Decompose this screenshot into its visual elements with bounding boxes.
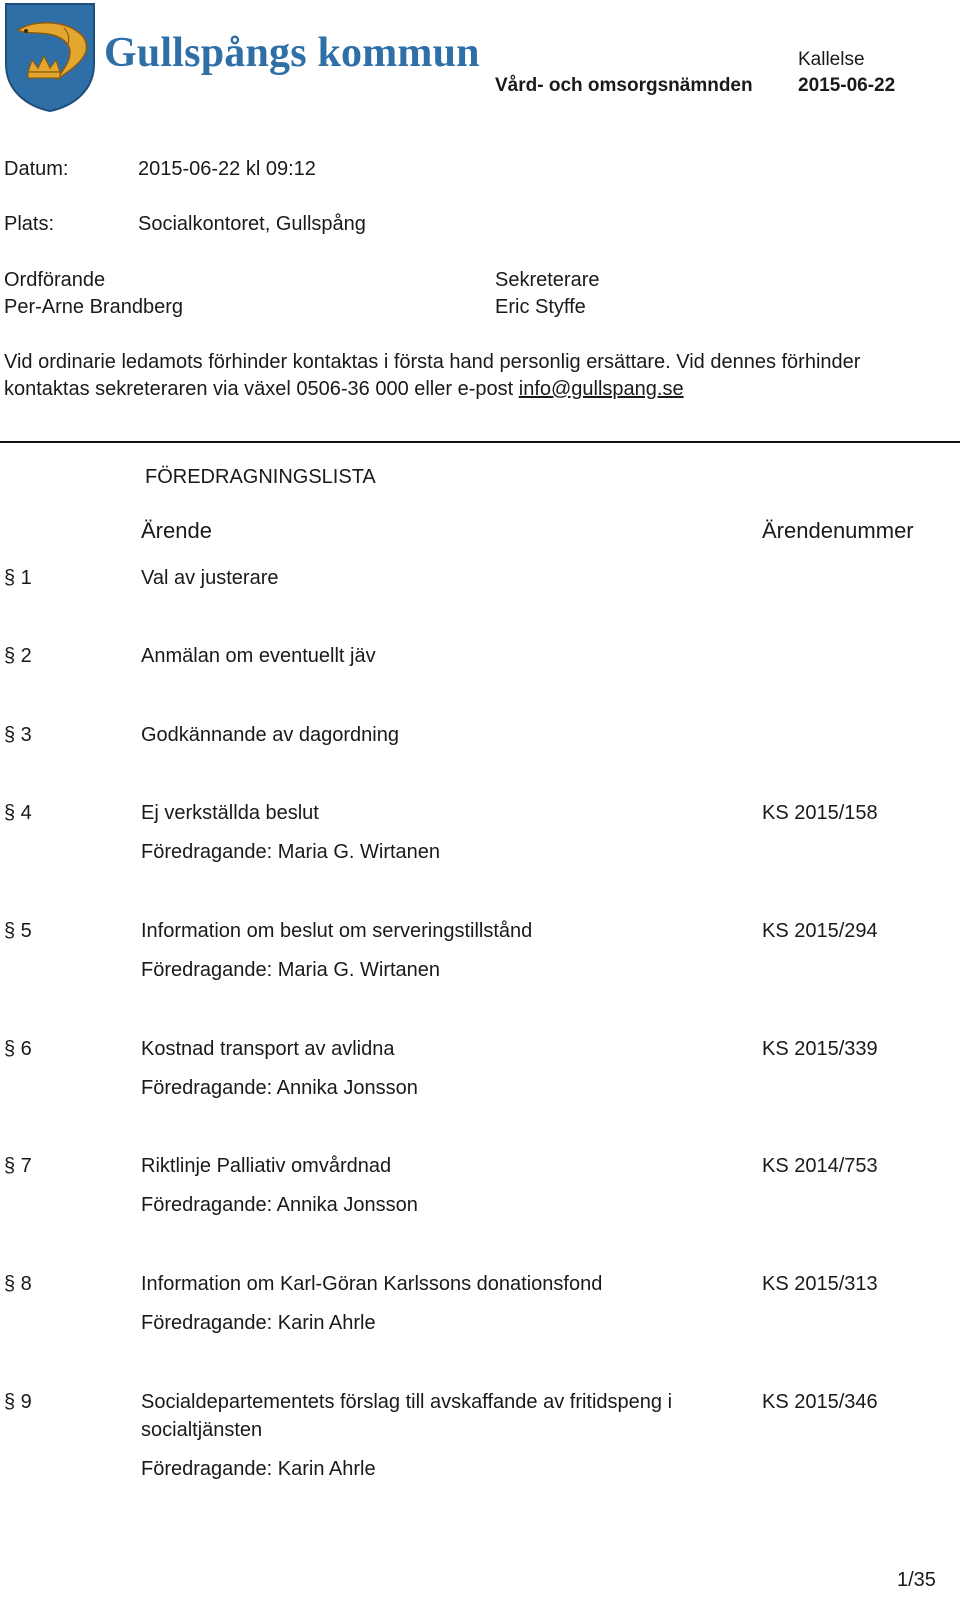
agenda-presenter: Föredragande: Annika Jonsson — [141, 1077, 418, 1099]
agenda-section-number: § 3 — [4, 724, 32, 746]
agenda-presenter: Föredragande: Annika Jonsson — [141, 1194, 418, 1216]
agenda-item-title: Ej verkställda beslut — [141, 802, 319, 824]
agenda-case-number: KS 2014/753 — [762, 1155, 878, 1177]
municipality-logo-text: Gullspångs kommun — [104, 30, 480, 76]
agenda-section-number: § 5 — [4, 920, 32, 942]
agenda-presenter: Föredragande: Karin Ahrle — [141, 1312, 376, 1334]
agenda-item-title: Godkännande av dagordning — [141, 724, 399, 746]
agenda-section-number: § 8 — [4, 1273, 32, 1295]
agenda-item-title: Anmälan om eventuellt jäv — [141, 645, 376, 667]
notice-text: kontaktas sekreteraren via växel 0506-36 000 eller e-post — [4, 378, 519, 400]
notice-line-2 — [4, 376, 684, 402]
agenda-presenter: Föredragande: Karin Ahrle — [141, 1458, 376, 1480]
agenda-section-number: § 4 — [4, 802, 32, 824]
datum-label: Datum: — [4, 158, 69, 180]
agenda-item-title: Riktlinje Palliativ omvårdnad — [141, 1155, 392, 1177]
agenda-section-number: § 2 — [4, 645, 32, 667]
chair-label: Ordförande — [4, 269, 106, 291]
divider-line — [0, 441, 960, 443]
agenda-item-title: Kostnad transport av avlidna — [141, 1038, 395, 1060]
agenda-item-title: Socialdepartementets förslag till avskaffande av fritidspeng i socialtjänsten — [141, 1391, 673, 1441]
secretary-name: Eric Styffe — [495, 296, 586, 318]
agenda-presenter: Föredragande: Maria G. Wirtanen — [141, 959, 441, 981]
agenda-section-number: § 9 — [4, 1391, 32, 1413]
agenda-case-number: KS 2015/339 — [762, 1038, 878, 1060]
document-type: Kallelse — [798, 49, 865, 70]
column-header-item: Ärende — [141, 518, 212, 543]
agenda-case-number: KS 2015/294 — [762, 920, 878, 942]
agenda-heading: FÖREDRAGNINGSLISTA — [145, 466, 376, 488]
agenda-case-number: KS 2015/313 — [762, 1273, 878, 1295]
agenda-item-title: Information om Karl-Göran Karlssons donationsfond — [141, 1273, 603, 1295]
committee-name: Vård- och omsorgsnämnden — [495, 75, 753, 96]
chair-name: Per-Arne Brandberg — [4, 296, 183, 318]
plats-label: Plats: — [4, 213, 55, 235]
agenda-section-number: § 6 — [4, 1038, 32, 1060]
agenda-case-number: KS 2015/346 — [762, 1391, 878, 1413]
agenda-section-number: § 1 — [4, 567, 32, 589]
datum-value: 2015-06-22 kl 09:12 — [138, 158, 316, 180]
secretary-label: Sekreterare — [495, 269, 600, 291]
column-header-number: Ärendenummer — [762, 518, 914, 543]
header-date: 2015-06-22 — [798, 75, 896, 96]
agenda-case-number: KS 2015/158 — [762, 802, 878, 824]
agenda-presenter: Föredragande: Maria G. Wirtanen — [141, 841, 441, 863]
notice-line-1: Vid ordinarie ledamots förhinder kontaktas i första hand personlig ersättare. Vid dennes förhinder — [4, 351, 861, 373]
agenda-section-number: § 7 — [4, 1155, 32, 1177]
coat-of-arms-icon — [4, 2, 96, 112]
page-number: 1/35 — [897, 1569, 936, 1591]
agenda-item-title: Information om beslut om serveringstillstånd — [141, 920, 533, 942]
email-link[interactable]: info@gullspang.se — [518, 378, 684, 400]
plats-value: Socialkontoret, Gullspång — [138, 213, 366, 235]
agenda-item-title: Val av justerare — [141, 567, 279, 589]
